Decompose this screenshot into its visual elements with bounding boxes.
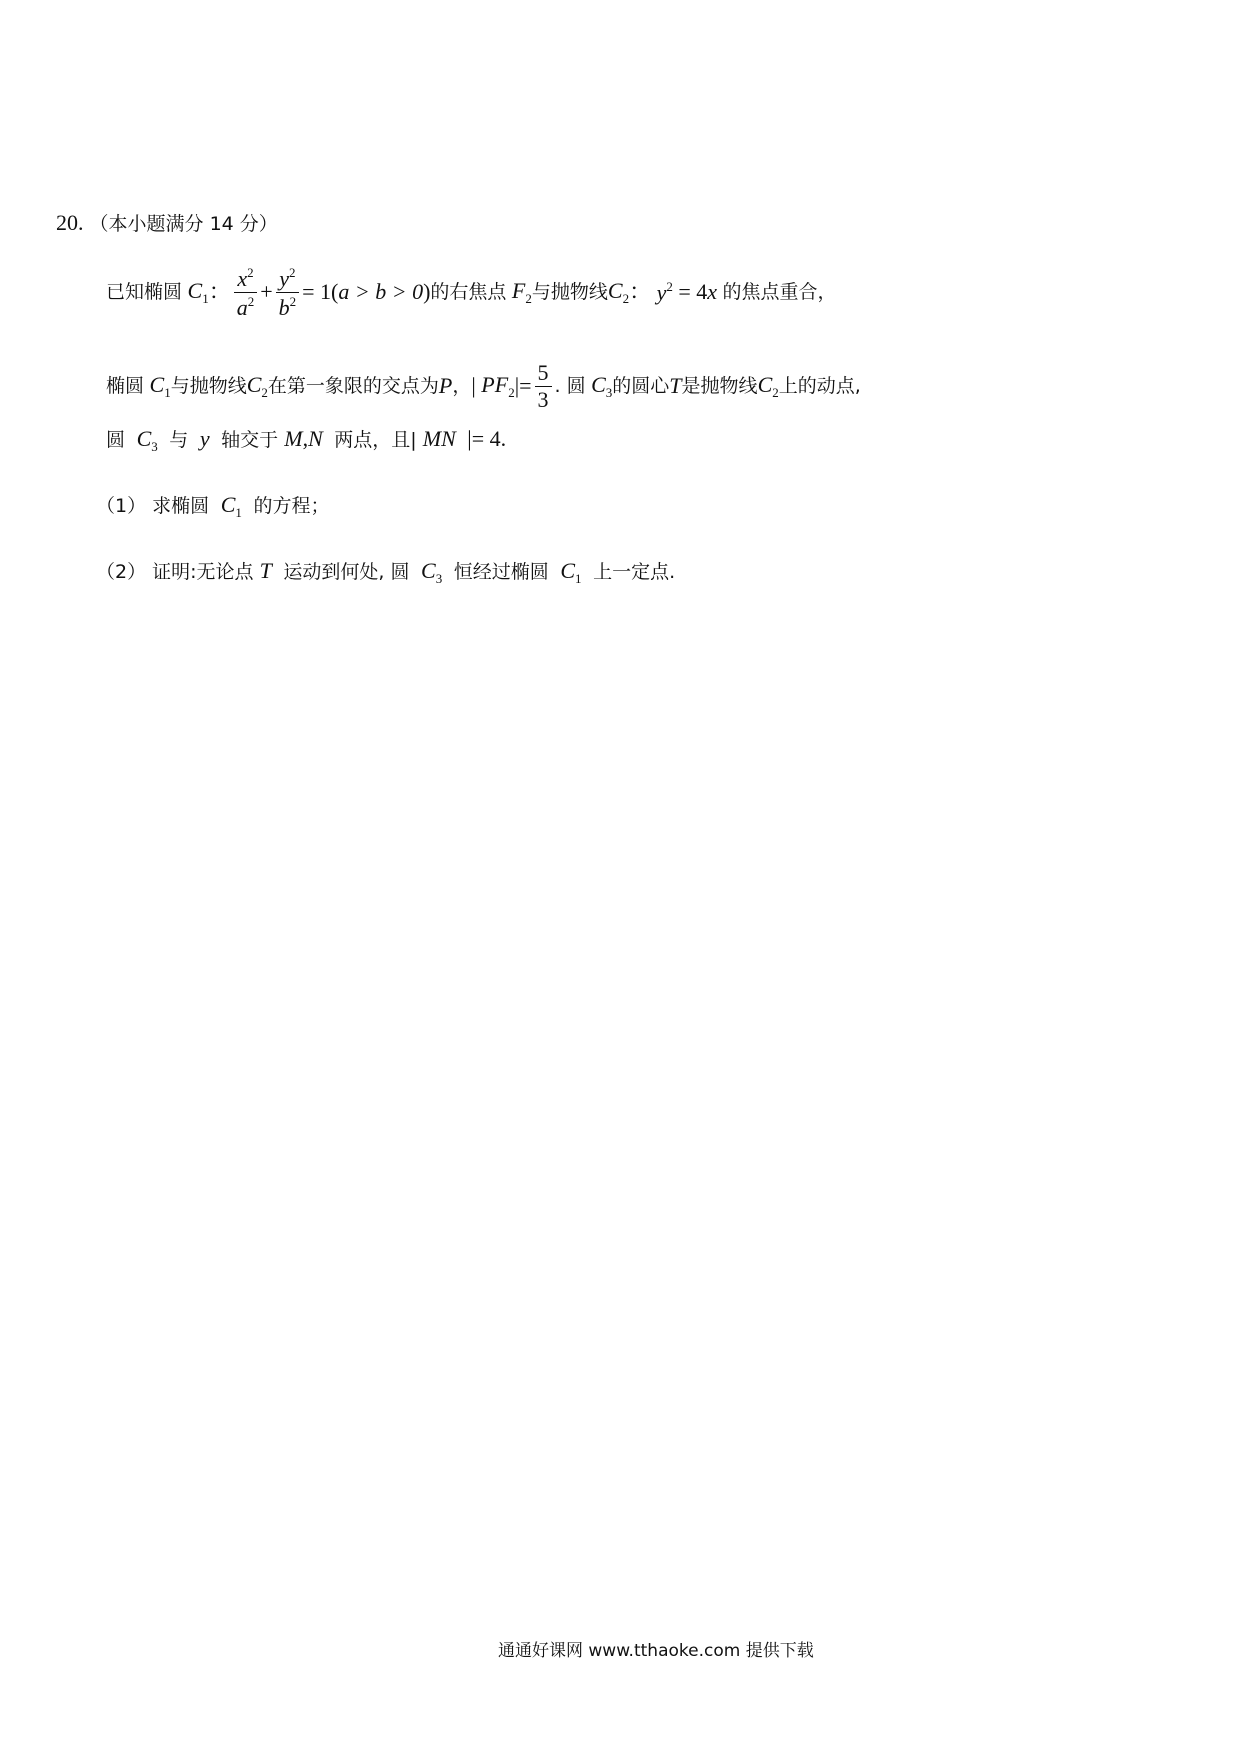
parabola-C2: $C_2$ (607, 277, 630, 306)
fraction-y2-b2: $\frac{y^2}{b^2}$ (276, 266, 300, 319)
circle-C3: $C_3$ (585, 371, 613, 400)
problem-header (56, 212, 278, 234)
footer-source: 通通好课网 www.tthaoke.com 提供下载 (498, 1641, 814, 1661)
focus-F2: $F_2$ (506, 277, 532, 306)
ellipse-C1: $C_1$ (182, 277, 209, 306)
statement-line-1: 已知椭圆 $C_1$ ： $\frac{x^2}{a^2}$ + $\frac{y^2}{b^2}$ = 1( a > b > 0 ) 的右焦点 $F_2$ 与抛物线 $C_2$ ： $y^2$ = 4 x 的焦点重合， (106, 264, 837, 320)
problem-number: 20. (56, 210, 84, 235)
point-P: P (438, 373, 453, 398)
center-T: T (669, 373, 682, 398)
fraction-5-3: $\frac{5}{3}$ (535, 362, 552, 411)
question-1: （1） 求椭圆 $C_1$ 的方程； (96, 492, 330, 520)
statement-line-3: 圆 $C_3$ 与 y 轴交于 M,N 两点，且| MN |= 4. (106, 426, 507, 454)
problem-heading: （本小题满分 14 分） (89, 213, 278, 235)
statement-line-2: 椭圆 $C_1$ 与抛物线 $C_2$ 在第一象限的交点为 P ， | $PF_2$ |= $\frac{5}{3}$ . 圆 $C_3$ 的圆心 T 是抛物线 $C_2$ 上的动点, (106, 359, 861, 412)
question-2: （2） 证明:无论点 T 运动到何处, 圆 $C_3$ 恒经过椭圆 $C_1$ 上一定点. (96, 558, 676, 586)
fraction-x2-a2: $\frac{x^2}{a^2}$ (234, 266, 258, 319)
